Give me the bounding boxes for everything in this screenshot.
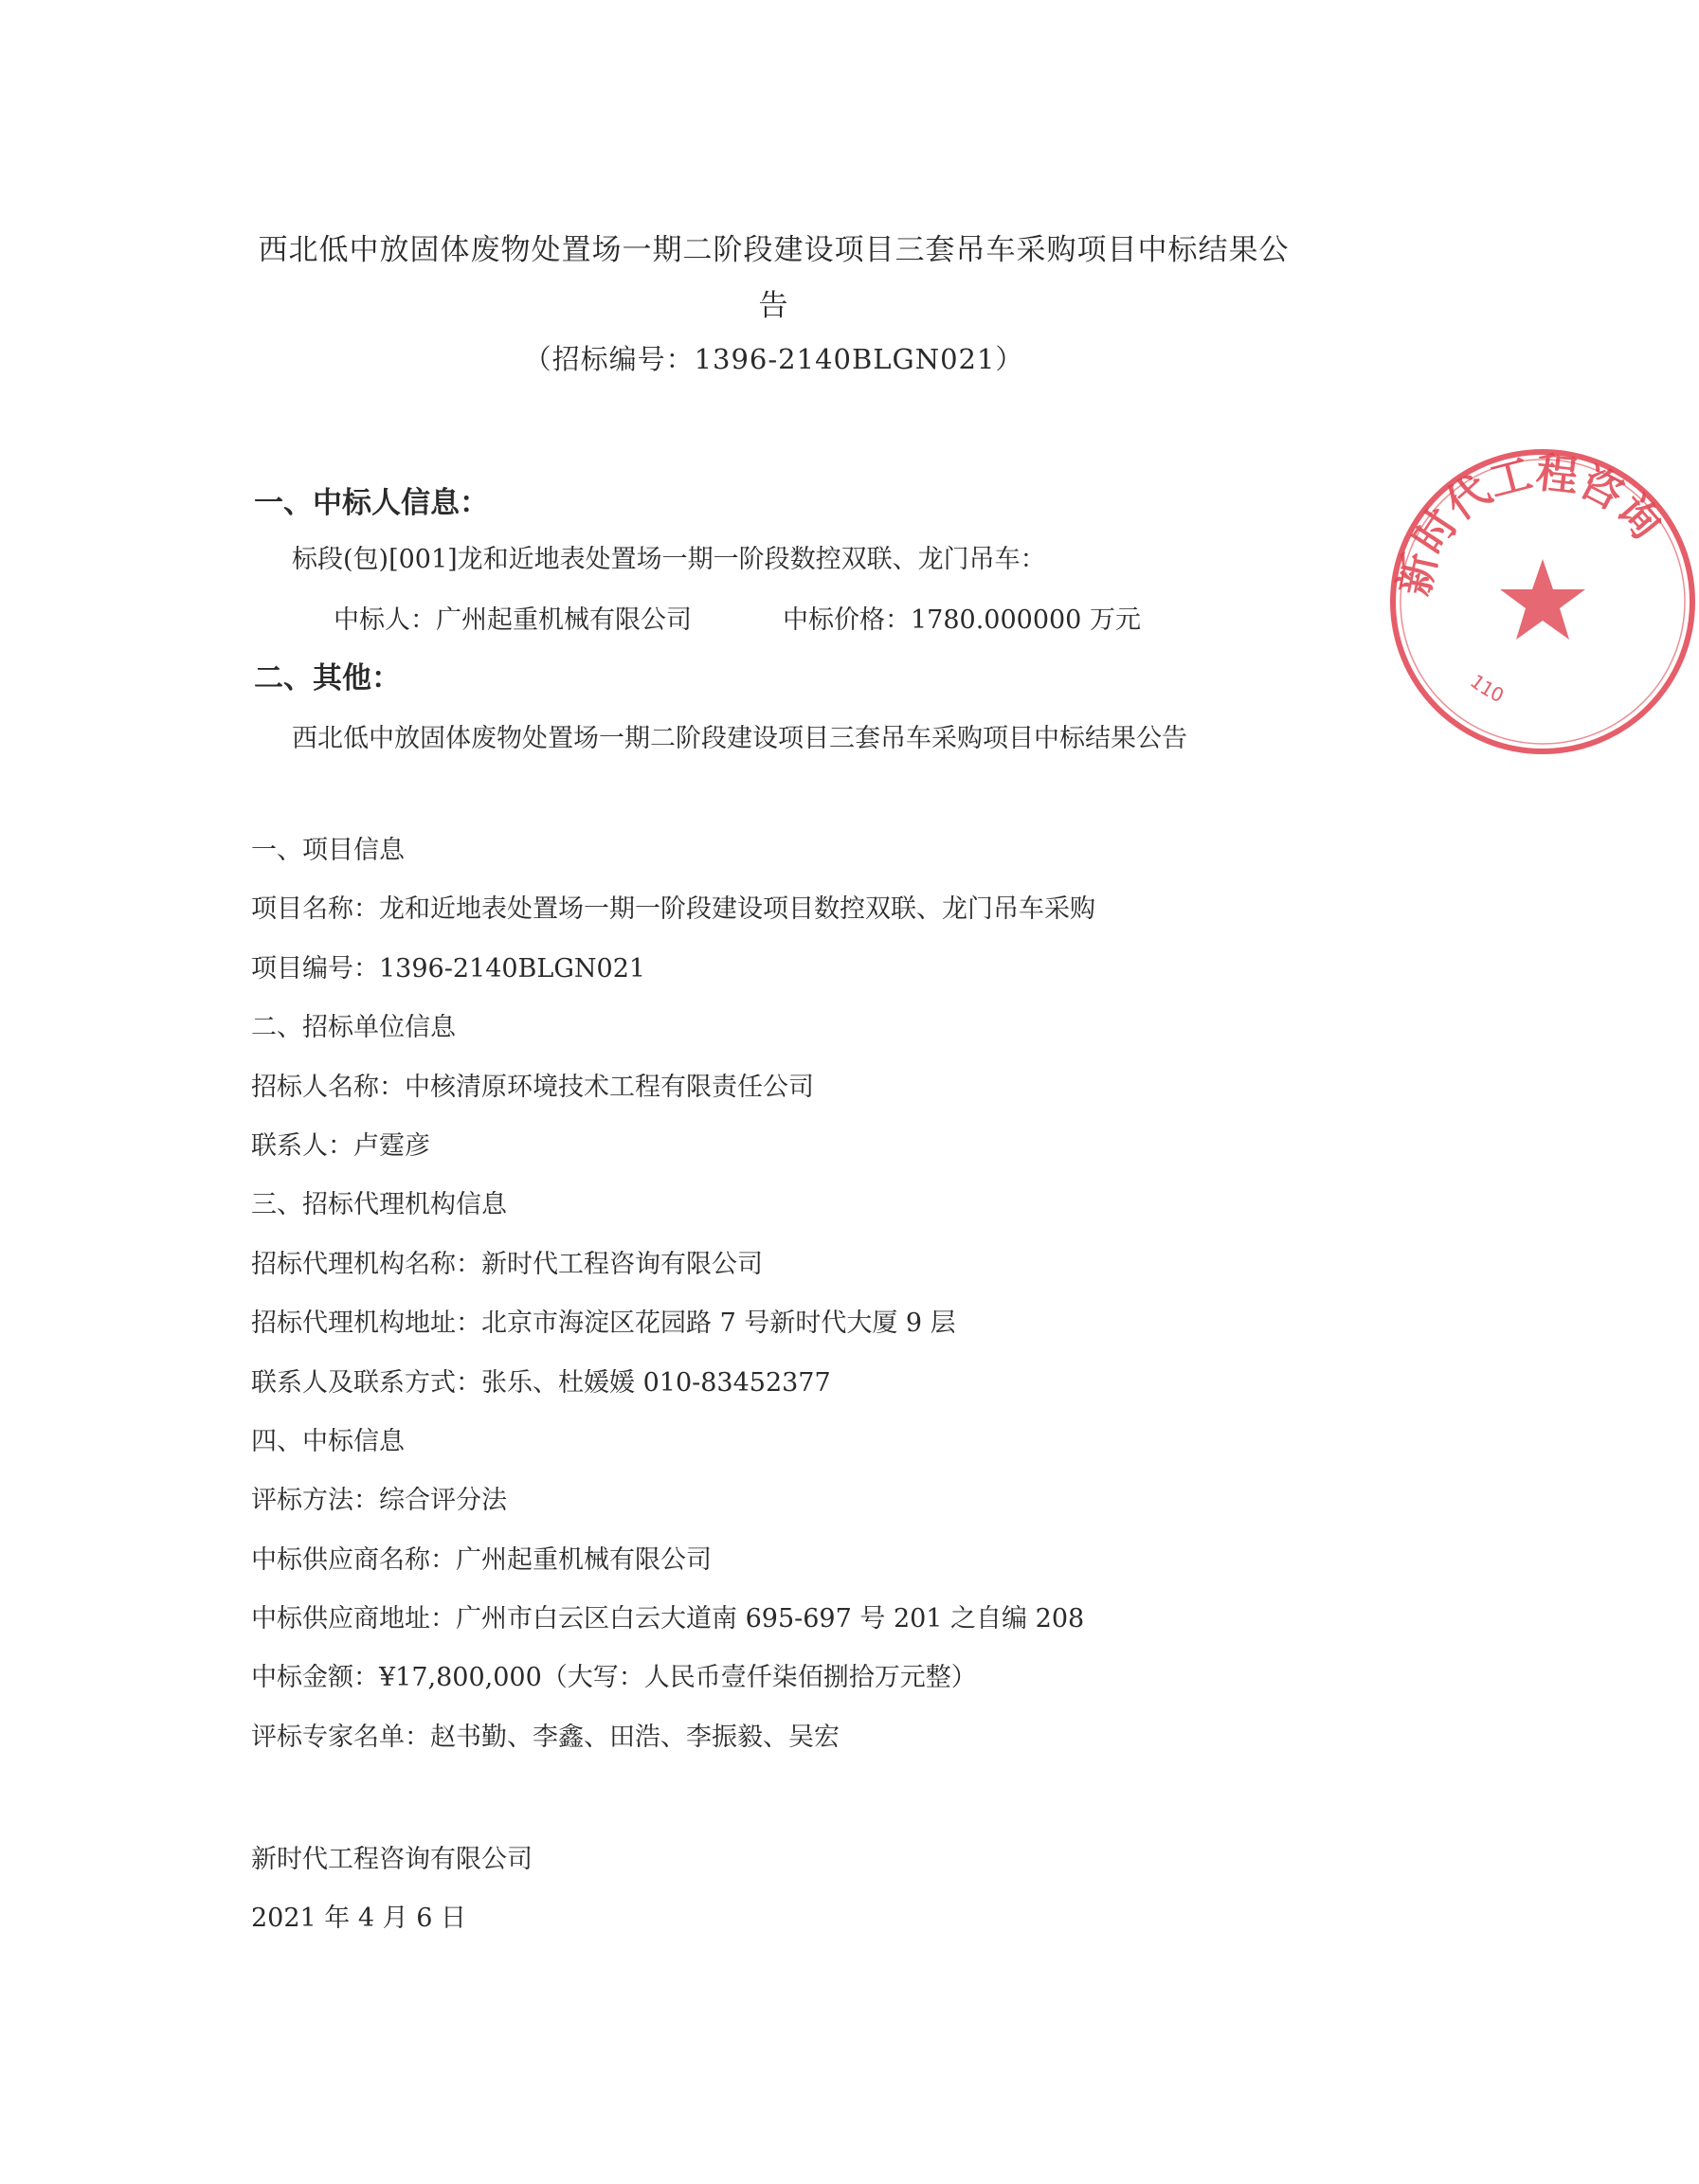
- signature-date: 2021 年 4 月 6 日: [251, 1904, 466, 1933]
- announcement-subtitle: 西北低中放固体废物处置场一期二阶段建设项目三套吊车采购项目中标结果公告: [292, 724, 1187, 753]
- detail-line: 三、招标代理机构信息: [251, 1190, 507, 1220]
- detail-line: 招标人名称：中核清原环境技术工程有限责任公司: [251, 1072, 814, 1102]
- company-seal-stamp: [1386, 445, 1699, 758]
- section-winner-heading: 一、中标人信息：: [254, 486, 489, 520]
- detail-line: 招标代理机构地址：北京市海淀区花园路 7 号新时代大厦 9 层: [251, 1309, 956, 1339]
- seal-star-icon: [1500, 559, 1585, 640]
- signature-company: 新时代工程咨询有限公司: [251, 1845, 533, 1874]
- lot-description: 标段(包)[001]龙和近地表处置场一期一阶段数控双联、龙门吊车：: [292, 545, 1046, 574]
- bid-number: （招标编号：1396-2140BLGN021）: [523, 343, 1024, 375]
- svg-text:110: [1466, 670, 1508, 707]
- detail-line: 联系人及联系方式：张乐、杜媛媛 010-83452377: [251, 1367, 831, 1398]
- seal-number: 110: [1466, 669, 1508, 708]
- detail-list: [251, 832, 1095, 1778]
- svg-text:新时代工程咨询: [1390, 449, 1670, 601]
- detail-line: 二、招标单位信息: [251, 1013, 456, 1043]
- document-title-line-2: 告: [758, 289, 789, 323]
- detail-line: 项目名称：龙和近地表处置场一期一阶段建设项目数控双联、龙门吊车采购: [251, 894, 1095, 925]
- winning-price: 中标价格：1780.000000 万元: [783, 605, 1141, 635]
- detail-line: 项目编号：1396-2140BLGN021: [251, 953, 646, 984]
- detail-line: 中标金额：¥17,800,000（大写：人民币壹仟柒佰捌拾万元整）: [251, 1663, 977, 1693]
- detail-line: 联系人：卢霆彦: [251, 1130, 430, 1161]
- detail-line: 一、项目信息: [251, 836, 405, 865]
- document-title-line-1: 西北低中放固体废物处置场一期二阶段建设项目三套吊车采购项目中标结果公: [258, 233, 1290, 267]
- seal-arc-text: 新时代工程咨询: [1390, 448, 1671, 601]
- detail-line: 评标专家名单：赵书勤、李鑫、田浩、李振毅、吴宏: [251, 1722, 840, 1752]
- section-other-heading: 二、其他：: [254, 661, 401, 695]
- detail-line: 评标方法：综合评分法: [251, 1486, 507, 1516]
- detail-line: 招标代理机构名称：新时代工程咨询有限公司: [251, 1249, 763, 1279]
- detail-line: 中标供应商名称：广州起重机械有限公司: [251, 1544, 712, 1575]
- detail-line: 四、中标信息: [251, 1426, 405, 1456]
- winner-name: 中标人：广州起重机械有限公司: [334, 605, 692, 635]
- detail-line: 中标供应商地址：广州市白云区白云大道南 695-697 号 201 之自编 208: [251, 1604, 1085, 1634]
